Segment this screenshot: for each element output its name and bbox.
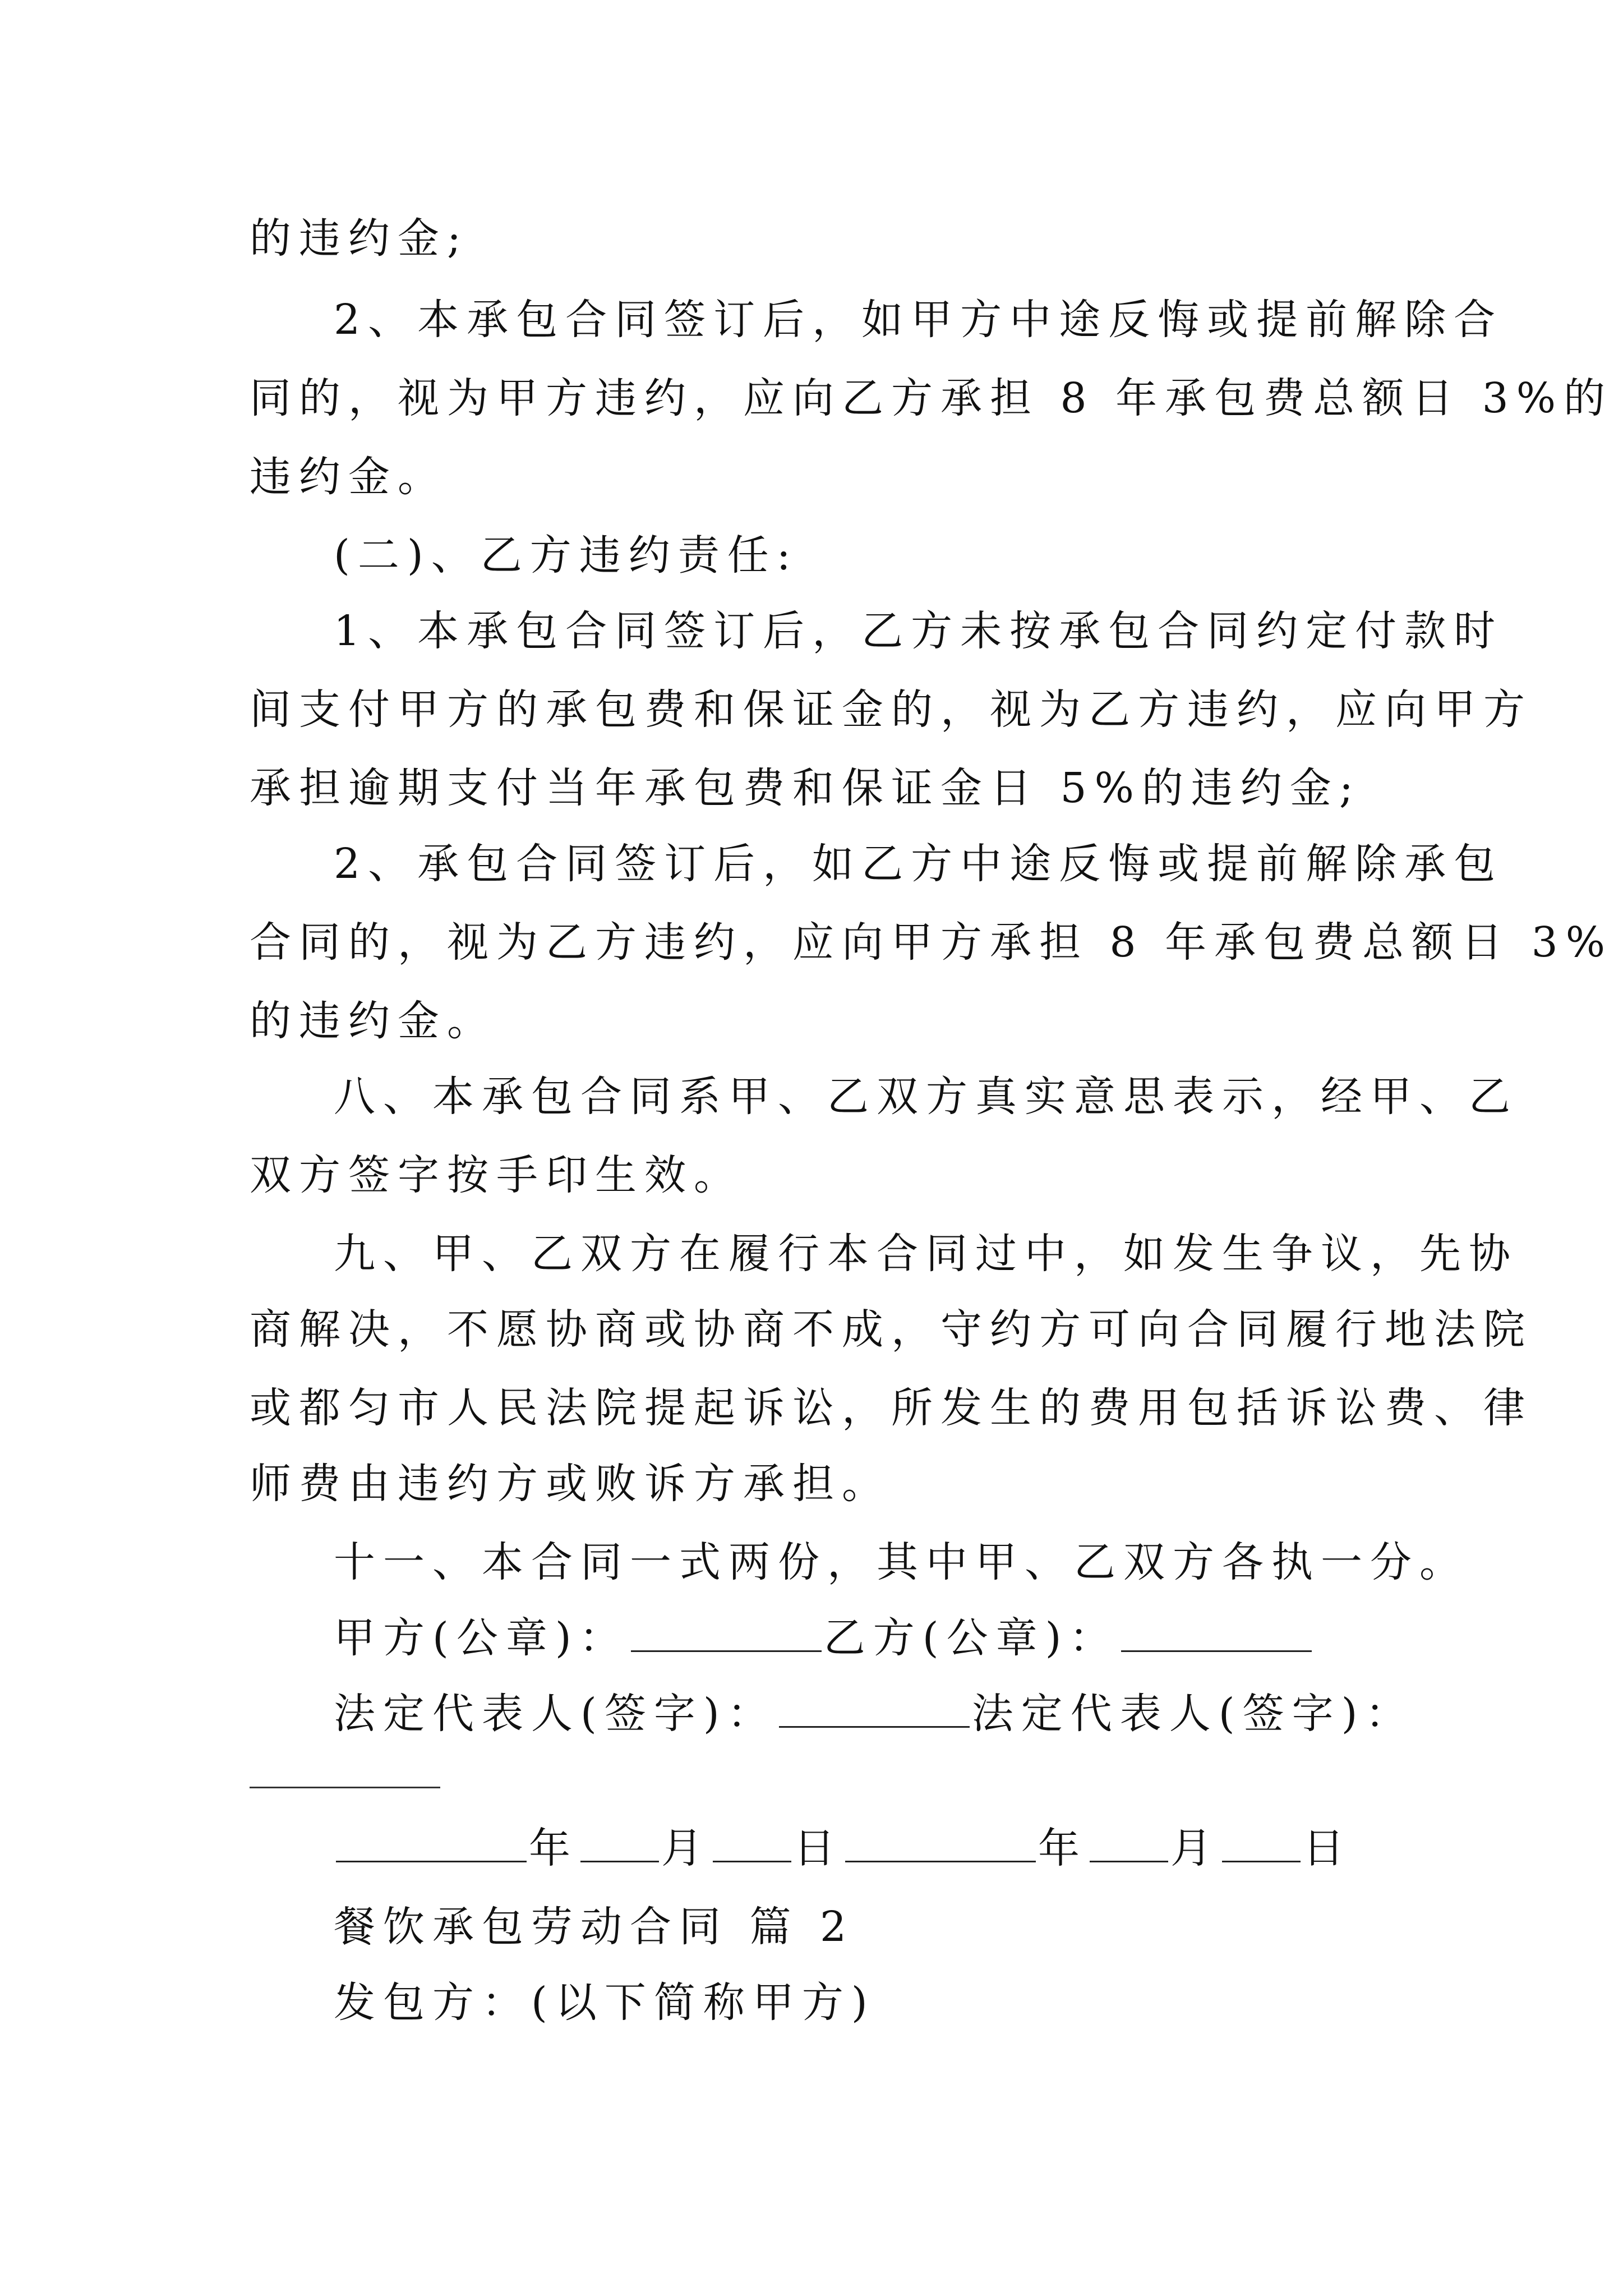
paragraph-line: 间支付甲方的承包费和保证金的，视为乙方违约，应向甲方 xyxy=(250,685,1533,734)
paragraph-line: 或都匀市人民法院提起诉讼，所发生的费用包括诉讼费、律 xyxy=(250,1384,1533,1432)
party-b-rep-label: 法定代表人(签字)： xyxy=(971,1690,1415,1738)
year-blank-a xyxy=(336,1821,527,1862)
month-label: 月 xyxy=(661,1824,711,1872)
paragraph-line: 八、本承包合同系甲、乙双方真实意思表示，经甲、乙 xyxy=(334,1073,1518,1121)
date-line xyxy=(334,1820,1352,1876)
paragraph-line: 2、本承包合同签订后，如甲方中途反悔或提前解除合 xyxy=(334,296,1504,344)
paragraph-line: 的违约金。 xyxy=(250,997,496,1045)
representative-line xyxy=(334,1686,1415,1742)
paragraph-line: 同的，视为甲方违约，应向乙方承担 8 年承包费总额日 3%的 xyxy=(250,374,1613,422)
year-label: 年 xyxy=(529,1824,578,1872)
paragraph-line: 十一、本合同一式两份，其中甲、乙双方各执一分。 xyxy=(334,1538,1469,1586)
paragraph-line: 承担逾期支付当年承包费和保证金日 5%的违约金; xyxy=(250,764,1361,812)
party-b-seal-label: 乙方(公章)： xyxy=(823,1614,1119,1662)
party-b-rep-blank xyxy=(250,1787,440,1788)
paragraph-line: 违约金。 xyxy=(250,453,447,501)
section-heading: (二)、乙方违约责任: xyxy=(334,531,799,579)
year-blank-b xyxy=(845,1821,1036,1862)
month-label: 月 xyxy=(1170,1824,1220,1872)
day-blank-a xyxy=(713,1821,791,1862)
paragraph-line: 商解决，不愿协商或协商不成，守约方可向合同履行地法院 xyxy=(250,1305,1533,1354)
year-label: 年 xyxy=(1038,1824,1087,1872)
section-title: 餐饮承包劳动合同 篇 2 xyxy=(334,1903,855,1951)
paragraph-line: 1、本承包合同签订后，乙方未按承包合同约定付款时 xyxy=(334,607,1504,655)
paragraph-line: 师费由违约方或败诉方承担。 xyxy=(250,1460,891,1508)
month-blank-a xyxy=(580,1821,659,1862)
party-a-seal-blank xyxy=(631,1611,822,1652)
day-label: 日 xyxy=(794,1824,843,1872)
paragraph-line: 双方签字按手印生效。 xyxy=(250,1151,743,1199)
contractor-party-line: 发包方：(以下简称甲方) xyxy=(334,1978,875,2027)
month-blank-b xyxy=(1090,1821,1168,1862)
party-a-seal-label: 甲方(公章)： xyxy=(334,1614,629,1662)
paragraph-line: 合同的，视为乙方违约，应向甲方承担 8 年承包费总额日 3% xyxy=(250,918,1613,967)
paragraph-line: 的违约金; xyxy=(250,214,469,263)
party-b-seal-blank xyxy=(1121,1611,1312,1652)
party-a-rep-blank xyxy=(779,1687,970,1728)
party-a-rep-label: 法定代表人(签字)： xyxy=(334,1690,777,1738)
seal-line xyxy=(334,1610,1314,1666)
paragraph-line: 2、承包合同签订后，如乙方中途反悔或提前解除承包 xyxy=(334,840,1504,888)
paragraph-line: 九、甲、乙双方在履行本合同过中，如发生争议，先协 xyxy=(334,1230,1518,1278)
day-label: 日 xyxy=(1303,1824,1352,1872)
day-blank-b xyxy=(1222,1821,1301,1862)
